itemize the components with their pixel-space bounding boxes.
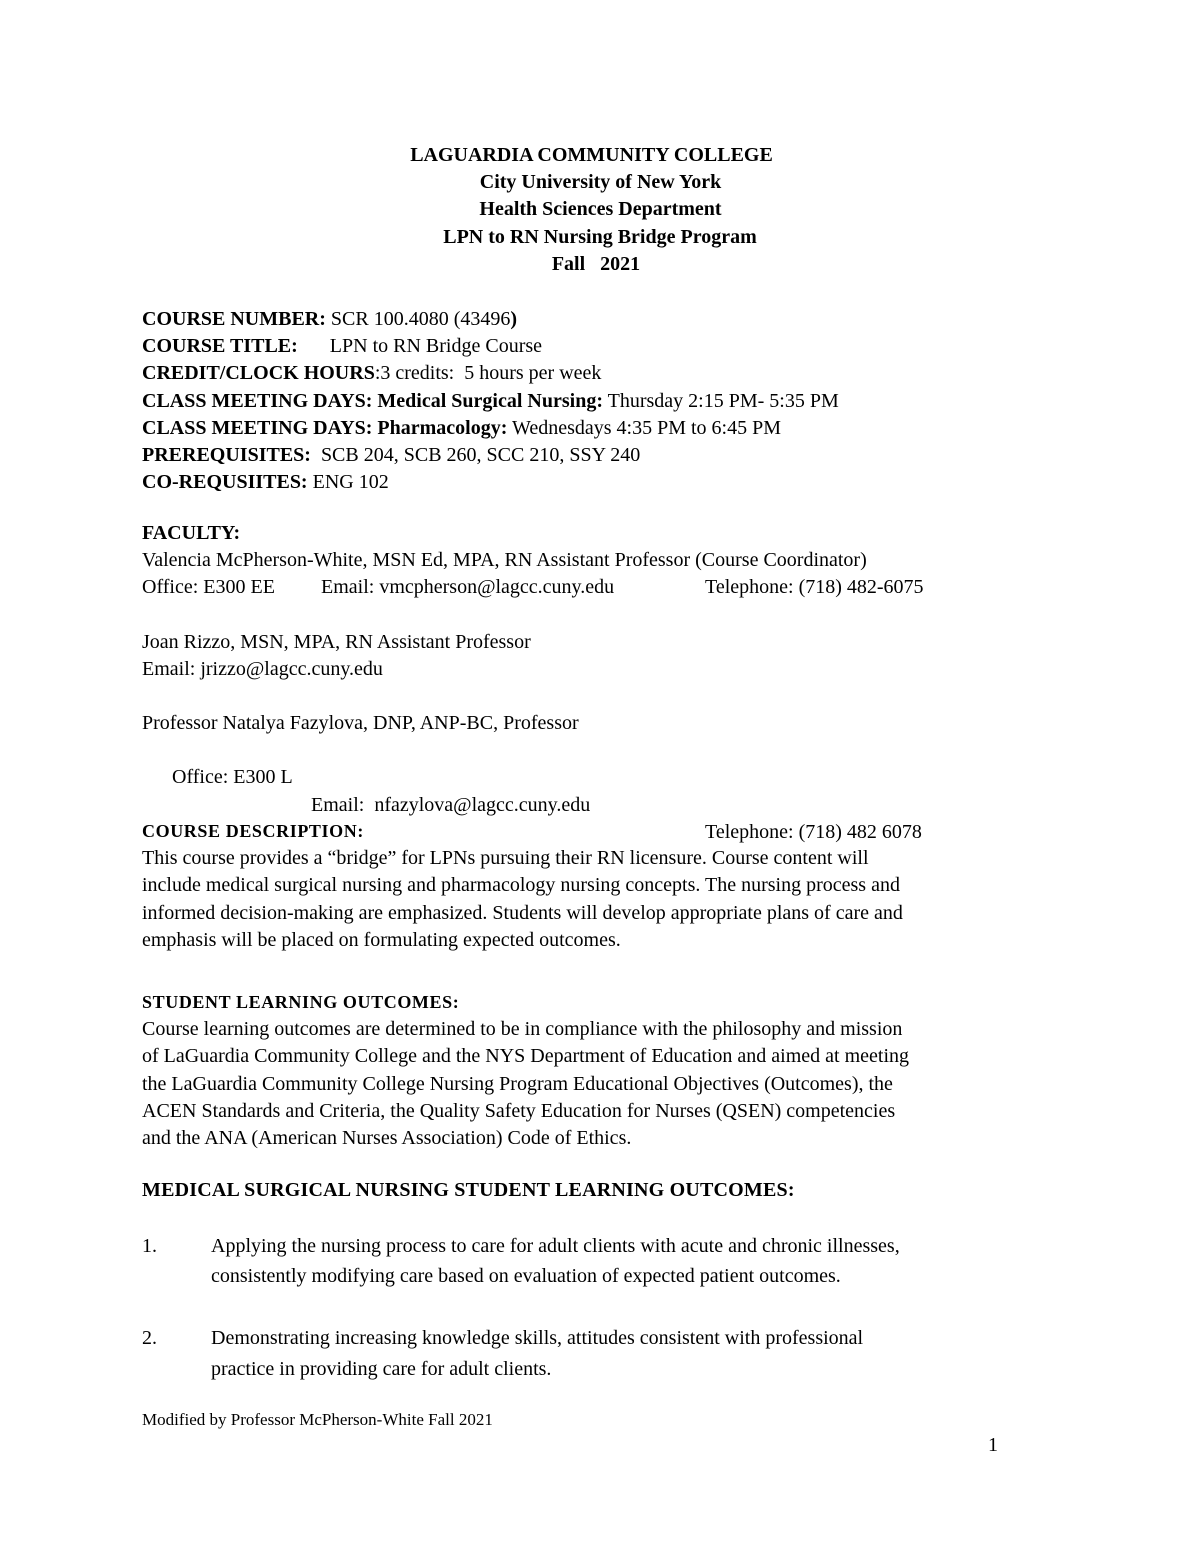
outcomes-line-3: the LaGuardia Community College Nursing Program Educational Objectives (Outcomes), the (142, 1072, 893, 1095)
description-line-1: This course provides a “bridge” for LPNs pursuing their RN licensure. Course content will (142, 847, 869, 870)
course-title-row (142, 333, 1062, 360)
course-number-row (142, 306, 1062, 333)
faculty-1-office: Office: E300 EE (142, 576, 275, 599)
term: Fall 2021 (551, 252, 641, 275)
faculty-1-contact (142, 574, 1062, 601)
meeting-pharm-row (142, 415, 1062, 442)
description-line-4: emphasis will be placed on formulating expected outcomes. (142, 928, 621, 951)
faculty-3-phone: Telephone: (718) 482 6078 (705, 820, 922, 843)
description-heading: COURSE DESCRIPTION: (142, 821, 364, 841)
course-title-value: LPN to RN Bridge Course (329, 335, 543, 358)
faculty-2 (142, 629, 1062, 683)
faculty-heading: FACULTY: (142, 522, 241, 544)
faculty-3-name: Professor Natalya Fazylova, DNP, ANP-BC, Professor (142, 712, 579, 734)
course-description (142, 818, 1062, 954)
credit-hours-row (142, 360, 1062, 387)
outcome-1-line-1: Applying the nursing process to care for adult clients with acute and chronic illnesses, (211, 1235, 900, 1257)
outcomes-line-5: and the ANA (American Nurses Association) Code of Ethics. (142, 1126, 632, 1149)
faculty-1-phone: Telephone: (718) 482-6075 (705, 576, 924, 599)
credit-hours-label: CREDIT/CLOCK HOURS (142, 362, 375, 385)
faculty-section (142, 520, 1062, 602)
footer-note: Modified by Professor McPherson-White Fall 2021 (142, 1410, 493, 1429)
course-number-label: COURSE NUMBER: (142, 308, 326, 330)
page-number: 1 (988, 1434, 998, 1456)
corequisites-value: ENG 102 (307, 471, 389, 494)
description-line-2: include medical surgical nursing and pharmacology nursing concepts. The nursing process and (142, 874, 900, 897)
meeting-medsurg-value: Thursday 2:15 PM- 5:35 PM (602, 389, 839, 412)
credit-hours-value: :3 credits: 5 hours per week (374, 362, 602, 385)
department-name: Health Sciences Department (479, 198, 722, 221)
description-line-3: informed decision-making are emphasized. Students will develop appropriate plans of care and (142, 901, 903, 924)
outcome-1-line-2: consistently modifying care based on evaluation of expected patient outcomes. (211, 1265, 841, 1287)
program-name: LPN to RN Nursing Bridge Program (443, 225, 757, 248)
outcome-2-number: 2. (142, 1327, 157, 1349)
prerequisites-label: PREREQUISITES: (142, 443, 311, 466)
prerequisites-row (142, 442, 1062, 469)
course-number-paren: ) (510, 308, 518, 330)
faculty-3-email[interactable]: Email: nfazylova@lagcc.cuny.edu (311, 793, 591, 816)
faculty-1-email[interactable]: Email: vmcpherson@lagcc.cuny.edu (321, 576, 615, 599)
outcome-1-number: 1. (142, 1235, 157, 1257)
outcomes-line-1: Course learning outcomes are determined to be in compliance with the philosophy and mission (142, 1018, 903, 1041)
learning-outcomes (142, 989, 1062, 1152)
meeting-medsurg-row (142, 388, 1062, 415)
outcome-2-line-1: Demonstrating increasing knowledge skills, attitudes consistent with professional (211, 1327, 864, 1349)
meeting-pharm-label: CLASS MEETING DAYS: Pharmacology: (142, 416, 508, 439)
faculty-2-email[interactable]: Email: jrizzo@lagcc.cuny.edu (142, 658, 383, 681)
medsurg-outcomes-heading: MEDICAL SURGICAL NURSING STUDENT LEARNING OUTCOMES: (142, 1179, 795, 1201)
meeting-medsurg-label: CLASS MEETING DAYS: Medical Surgical Nursing: (142, 389, 603, 412)
course-number-value: SCR 100.4080 (43496 (325, 308, 511, 330)
faculty-3-office: Office: E300 L (172, 766, 293, 789)
course-title-label: COURSE TITLE: (142, 335, 298, 358)
outcomes-line-4: ACEN Standards and Criteria, the Quality Safety Education for Nurses (QSEN) competencies (142, 1099, 896, 1122)
meeting-pharm-value: Wednesdays 4:35 PM to 6:45 PM (507, 416, 781, 439)
faculty-2-name: Joan Rizzo, MSN, MPA, RN Assistant Professor (142, 631, 531, 653)
faculty-1-name: Valencia McPherson-White, MSN Ed, MPA, RN Assistant Professor (Course Coordinator) (142, 549, 867, 572)
university-name: City University of New York (479, 171, 722, 194)
outcomes-heading: STUDENT LEARNING OUTCOMES: (142, 992, 460, 1012)
corequisites-label: CO-REQUSIITES: (142, 471, 308, 494)
document-header (0, 142, 1200, 278)
course-info (142, 306, 1062, 496)
outcome-2-line-2: practice in providing care for adult clients. (211, 1358, 552, 1380)
corequisites-row (142, 469, 1062, 496)
prerequisites-value: SCB 204, SCB 260, SCC 210, SSY 240 (310, 443, 641, 466)
outcomes-line-2: of LaGuardia Community College and the NYS Department of Education and aimed at meeting (142, 1045, 910, 1068)
college-name: LAGUARDIA COMMUNITY COLLEGE (410, 144, 773, 166)
